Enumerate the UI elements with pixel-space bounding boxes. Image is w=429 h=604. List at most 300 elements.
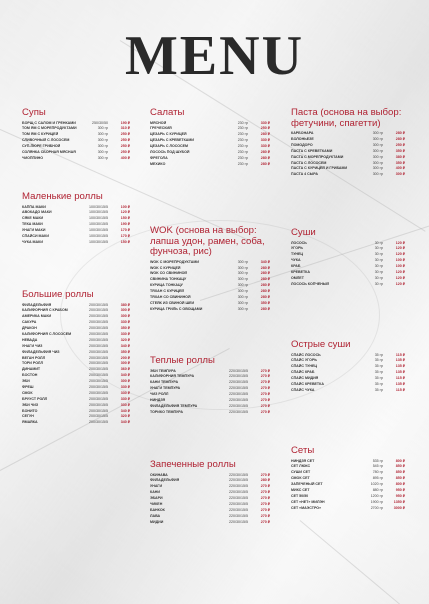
item-weight: 100/30/15/5 bbox=[89, 228, 108, 233]
item-price: 270 ₽ bbox=[260, 472, 270, 477]
item-weight: 220/30/15/5 bbox=[229, 472, 248, 477]
item-price: 190 ₽ bbox=[120, 222, 130, 227]
section-title: Острые суши bbox=[291, 339, 351, 350]
section-title: Суши bbox=[291, 227, 316, 238]
item-price: 280 ₽ bbox=[260, 161, 270, 166]
section-sets bbox=[291, 446, 405, 512]
item-price: 320 ₽ bbox=[120, 337, 130, 342]
item-name: ПОМОДОРО bbox=[291, 142, 313, 147]
item-price: 150 ₽ bbox=[120, 239, 130, 244]
item-name: ВЕГАН РОЛЛ bbox=[22, 355, 46, 360]
item-price: 250 ₽ bbox=[120, 144, 130, 149]
item-weight: 1900 гр bbox=[370, 499, 383, 504]
item-price: 135 ₽ bbox=[395, 358, 405, 363]
section-title: Запеченные роллы bbox=[150, 459, 236, 470]
item-weight: 300 гр bbox=[237, 277, 248, 282]
item-price: 400 ₽ bbox=[120, 155, 130, 160]
item-weight: 200/30/15/5 bbox=[89, 414, 108, 419]
item-name: КАНИ ТЕМПУРА bbox=[150, 380, 179, 385]
item-price: 280 ₽ bbox=[260, 478, 270, 483]
item-name: СЕТ ЛЮКС bbox=[291, 464, 311, 469]
item-weight: 100/30/15/5 bbox=[89, 222, 108, 227]
section-title: Большие роллы bbox=[22, 289, 94, 300]
item-price: 340 ₽ bbox=[120, 420, 130, 425]
item-weight: 220/30/15/5 bbox=[229, 380, 248, 385]
item-name: НИНДЗЯ bbox=[150, 398, 166, 402]
item-name: НЕВАДА bbox=[22, 337, 38, 342]
item-name: ТЯХАН СО СВИНИНОЙ bbox=[150, 294, 191, 299]
item-price: 350 ₽ bbox=[395, 160, 405, 165]
item-weight: 200/30/15/5 bbox=[89, 361, 108, 366]
item-weight: 300 гр bbox=[97, 155, 108, 160]
item-weight: 230 гр bbox=[237, 150, 248, 154]
item-weight: 200/30/15/5 bbox=[89, 420, 108, 425]
item-name: БРУУСТ РОЛЛ bbox=[22, 396, 48, 401]
item-price: 3000 ₽ bbox=[393, 505, 405, 510]
item-price: 950 ₽ bbox=[395, 493, 405, 498]
item-weight: 300 гр bbox=[237, 294, 248, 299]
item-name: СУШИ СЕТ bbox=[291, 470, 311, 475]
item-weight: 30 гр bbox=[374, 275, 383, 280]
item-name: СВИНИНА ТОНКАЦУ bbox=[150, 277, 187, 282]
item-weight: 300 гр bbox=[372, 160, 383, 165]
item-weight: 220/30/15/5 bbox=[229, 519, 248, 524]
item-name: ЭБИ ЧИЗ bbox=[22, 402, 39, 407]
item-weight: 200/30/15/5 bbox=[89, 390, 108, 395]
item-name: WOK С КУРИЦЕЙ bbox=[150, 265, 181, 270]
item-price: 200 ₽ bbox=[120, 355, 130, 360]
item-price: 270 ₽ bbox=[260, 368, 270, 373]
item-weight: 300 гр bbox=[237, 265, 248, 270]
item-price: 250 ₽ bbox=[120, 138, 130, 143]
item-name: ЛОСОСЬ ПОД ШУБОЙ bbox=[150, 150, 190, 154]
item-weight: 200/30/15/5 bbox=[89, 326, 108, 331]
item-price: 270 ₽ bbox=[260, 386, 270, 391]
item-weight: 300 гр bbox=[372, 166, 383, 171]
item-name: ЧУКА bbox=[291, 258, 301, 263]
item-weight: 220/30/15/5 bbox=[229, 409, 248, 414]
item-weight: 200/30/15/5 bbox=[89, 343, 108, 348]
item-name: СПАЙС ТУНЕЦ bbox=[291, 364, 317, 369]
item-price: 270 ₽ bbox=[260, 519, 270, 524]
item-name: WOK С МОРЕПРОДУКТАМИ bbox=[150, 259, 199, 264]
item-price: 330 ₽ bbox=[120, 320, 130, 325]
item-price: 120 ₽ bbox=[395, 246, 405, 251]
item-name: ЧИОППИНО bbox=[22, 155, 44, 160]
item-name: КРЕВЕТКА bbox=[291, 270, 310, 274]
item-weight: 300 гр bbox=[237, 300, 248, 305]
item-name: БОНИТО bbox=[22, 408, 38, 413]
item-weight: 200/30/15/5 bbox=[89, 332, 108, 336]
item-price: 360 ₽ bbox=[120, 367, 130, 372]
item-price: 135 ₽ bbox=[395, 370, 405, 375]
item-price: 270 ₽ bbox=[260, 502, 270, 506]
item-name: АМЕРИКА МАКИ bbox=[22, 314, 52, 319]
item-price: 850 ₽ bbox=[395, 464, 405, 469]
item-name: БОСТОН bbox=[22, 373, 38, 378]
section-title: Теплые роллы bbox=[150, 355, 215, 366]
item-weight: 220/30/15/5 bbox=[229, 478, 248, 483]
section-title: Сеты bbox=[291, 445, 315, 456]
item-weight: 300 гр bbox=[237, 289, 248, 294]
item-weight: 30 гр bbox=[374, 246, 383, 251]
item-price: 300 ₽ bbox=[120, 379, 130, 384]
item-price: 170 ₽ bbox=[120, 234, 130, 238]
item-name: МИКС СЕТ bbox=[291, 488, 310, 492]
item-weight: 200/30/15/5 bbox=[89, 373, 108, 378]
item-price: 100 ₽ bbox=[395, 264, 405, 269]
item-name: ПАСТА С КУРИЦЕЙ И ГРИБАМИ bbox=[291, 166, 348, 171]
item-name: УНАГИ МАКИ bbox=[22, 228, 46, 233]
item-name: УНАГИ bbox=[150, 484, 163, 489]
item-weight: 220/30/15/5 bbox=[229, 502, 248, 506]
item-name: КРАБ bbox=[291, 264, 301, 269]
item-price: 120 ₽ bbox=[395, 281, 405, 286]
item-weight: 300 гр bbox=[372, 131, 383, 136]
item-weight: 200/30/15/5 bbox=[89, 337, 108, 342]
item-name: УНАГИ ЧИЗ bbox=[22, 343, 43, 348]
section-salads bbox=[150, 108, 270, 168]
item-weight: 200/30/15/5 bbox=[89, 396, 108, 401]
item-name: ФИЛАДЕЛЬФИЯ bbox=[150, 478, 180, 483]
item-price: 340 ₽ bbox=[260, 259, 270, 264]
item-name: СПАЙС КРЕВЕТКА bbox=[291, 382, 324, 386]
item-name: КАЛИФОРНИЯ С КРАБОМ bbox=[22, 308, 68, 313]
item-weight: 230 гр bbox=[237, 138, 248, 143]
item-name: ТЯХАН С КУРИЦЕЙ bbox=[150, 289, 185, 294]
item-name: ФРЕГОЛА bbox=[150, 155, 168, 160]
item-weight: 200/30/15/5 bbox=[89, 367, 108, 372]
menu-item bbox=[150, 307, 270, 313]
item-price: 270 ₽ bbox=[260, 507, 270, 512]
item-price: 280 ₽ bbox=[395, 131, 405, 136]
item-weight: 545 гр bbox=[372, 464, 383, 469]
item-name: ТОМ ЯМ С МОРЕПРОДУКТАМИ bbox=[22, 126, 77, 131]
item-price: 280 ₽ bbox=[395, 136, 405, 141]
item-price: 170 ₽ bbox=[120, 228, 130, 233]
item-weight: 200/30/15/5 bbox=[89, 308, 108, 313]
item-weight: 30 гр bbox=[374, 264, 383, 269]
section-title: Салаты bbox=[150, 107, 185, 118]
item-name: СУП-ПЮРЕ ГРИБНОЙ bbox=[22, 144, 61, 149]
item-weight: 35 гр bbox=[374, 376, 383, 381]
item-price: 280 ₽ bbox=[260, 271, 270, 276]
item-name: ЭБИ ТЕМПУРА bbox=[150, 368, 176, 373]
item-name: ЗАПЕЧЕНЫЙ СЕТ bbox=[291, 482, 323, 487]
item-weight: 35 гр bbox=[374, 358, 383, 363]
item-weight: 100/30/15/5 bbox=[89, 234, 108, 238]
item-weight: 35 гр bbox=[374, 352, 383, 357]
item-price: 100 ₽ bbox=[395, 258, 405, 263]
item-weight: 220/30/15/5 bbox=[229, 513, 248, 518]
item-weight: 300 гр bbox=[372, 172, 383, 177]
item-name: ФИЛАДЕЛЬФИЯ ЧИЗ bbox=[22, 349, 60, 354]
item-name: МЯСНОЙ bbox=[150, 120, 167, 125]
item-name: СЕТ «МАЭСТРО» bbox=[291, 505, 322, 510]
item-weight: 300 гр bbox=[97, 144, 108, 149]
item-weight: 35 гр bbox=[374, 370, 383, 375]
item-weight: 300 гр bbox=[237, 259, 248, 264]
item-name: ЧУКА МАКИ bbox=[22, 239, 43, 244]
item-weight: 220/30/15/5 bbox=[229, 484, 248, 489]
item-weight: 230 гр bbox=[237, 144, 248, 149]
item-weight: 30 гр bbox=[374, 240, 383, 245]
item-weight: 100/30/15/5 bbox=[89, 210, 108, 215]
item-weight: 230 гр bbox=[237, 155, 248, 160]
item-name: ОКИНАВА bbox=[150, 472, 168, 477]
item-weight: 300 гр bbox=[237, 306, 248, 311]
item-price: 280 ₽ bbox=[260, 283, 270, 288]
item-price: 135 ₽ bbox=[395, 382, 405, 386]
item-name: СПАЙС МИДИЯ bbox=[291, 376, 319, 381]
item-weight: 100/30/15/5 bbox=[89, 239, 108, 244]
item-name: УНАГИ ТЕМПУРА bbox=[150, 386, 181, 391]
item-weight: 220/30/15/5 bbox=[229, 507, 248, 512]
item-name: СЛИВОЧНЫЙ С ЛОСОСЕМ bbox=[22, 138, 70, 143]
item-price: 115 ₽ bbox=[395, 387, 405, 392]
item-price: 270 ₽ bbox=[260, 398, 270, 402]
item-price: 850 ₽ bbox=[395, 476, 405, 481]
item-price: 380 ₽ bbox=[120, 302, 130, 307]
menu-item bbox=[291, 506, 405, 512]
item-price: 270 ₽ bbox=[260, 409, 270, 414]
item-name: АВОКАДО МАКИ bbox=[22, 210, 52, 215]
menu-item bbox=[291, 282, 405, 288]
item-price: 280 ₽ bbox=[260, 277, 270, 282]
item-price: 270 ₽ bbox=[260, 513, 270, 518]
item-weight: 220/30/15/5 bbox=[229, 403, 248, 408]
item-name: ТУНЕЦ bbox=[291, 252, 304, 257]
item-name: БОЛОНЬЕЗЕ bbox=[291, 136, 314, 141]
item-name: СПАЙСИ МАКИ bbox=[22, 234, 49, 238]
item-price: 330 ₽ bbox=[120, 385, 130, 390]
item-name: УГОРЬ bbox=[291, 246, 304, 251]
item-name: НИНДЗЯ СЕТ bbox=[291, 458, 315, 463]
item-name: ПАСТА С ЛОСОСЕМ bbox=[291, 160, 327, 165]
item-price: 270 ₽ bbox=[260, 496, 270, 501]
item-price: 100 ₽ bbox=[120, 204, 130, 209]
menu-item bbox=[22, 240, 130, 246]
item-name: СЕГУН bbox=[22, 414, 34, 419]
item-name: СОЛЯНКА СБОРНАЯ МЯСНАЯ bbox=[22, 150, 76, 154]
section-wok bbox=[150, 226, 270, 313]
item-weight: 2700 гр bbox=[370, 505, 383, 510]
item-price: 330 ₽ bbox=[260, 138, 270, 143]
item-price: 350 ₽ bbox=[260, 300, 270, 305]
item-weight: 300 гр bbox=[237, 283, 248, 288]
item-weight: 200/30/15/5 bbox=[89, 379, 108, 384]
item-name: КАРБОНАРА bbox=[291, 131, 314, 136]
item-name: СМОК bbox=[22, 390, 33, 395]
item-price: 850 ₽ bbox=[395, 470, 405, 475]
item-name: ОМЛЕТ bbox=[291, 275, 304, 280]
item-weight: 300 гр bbox=[372, 148, 383, 153]
item-weight: 35 гр bbox=[374, 387, 383, 392]
item-name: СПАЙС ЧУКА bbox=[291, 387, 315, 392]
item-price: 280 ₽ bbox=[260, 150, 270, 154]
item-name: СПАЙС ЛОСОСЬ bbox=[291, 352, 321, 357]
item-name: ГРЕЧЕСКИЙ bbox=[150, 126, 172, 131]
item-name: КАЛИФОРНИЯ С ЛОСОСЕМ bbox=[22, 332, 72, 336]
item-name: СПАЙС КРАБ bbox=[291, 370, 315, 375]
item-name: МЕХИКО bbox=[150, 161, 166, 166]
menu-item bbox=[22, 156, 130, 162]
item-price: 800 ₽ bbox=[395, 458, 405, 463]
item-name: ДРАКОН bbox=[22, 326, 37, 331]
page-title: MENU bbox=[124, 25, 305, 87]
item-name: ПАСТА С МОРЕПРОДУКТАМИ bbox=[291, 154, 344, 159]
item-price: 300 ₽ bbox=[120, 308, 130, 313]
item-weight: 230 гр bbox=[237, 126, 248, 131]
item-price: 300 ₽ bbox=[120, 314, 130, 319]
item-price: 120 ₽ bbox=[395, 240, 405, 245]
section-title: Маленькие роллы bbox=[22, 191, 103, 202]
item-price: 340 ₽ bbox=[120, 373, 130, 378]
menu-item bbox=[150, 162, 270, 168]
item-weight: 200/30/15/5 bbox=[89, 349, 108, 354]
item-weight: 30 гр bbox=[374, 281, 383, 286]
item-name: ПАСТА 4 СЫРА bbox=[291, 172, 318, 177]
item-weight: 200/30/15/5 bbox=[89, 302, 108, 307]
item-price: 250 ₽ bbox=[395, 142, 405, 147]
item-name: ЛАВА bbox=[150, 513, 161, 518]
item-price: 330 ₽ bbox=[120, 390, 130, 395]
menu-item bbox=[291, 388, 405, 394]
item-price: 135 ₽ bbox=[395, 364, 405, 369]
item-weight: 200/30/15/5 bbox=[89, 355, 108, 360]
menu-item bbox=[291, 172, 405, 178]
item-name: ФРЕШ bbox=[22, 385, 34, 390]
item-price: 330 ₽ bbox=[260, 120, 270, 125]
item-name: ЛОСОСЬ bbox=[291, 240, 307, 245]
item-price: 280 ₽ bbox=[260, 289, 270, 294]
item-price: 270 ₽ bbox=[260, 490, 270, 495]
item-price: 310 ₽ bbox=[120, 126, 130, 131]
item-price: 330 ₽ bbox=[260, 144, 270, 149]
section-big-rolls bbox=[22, 290, 130, 426]
section-baked-rolls bbox=[150, 460, 270, 526]
item-price: 350 ₽ bbox=[395, 148, 405, 153]
item-price: 280 ₽ bbox=[260, 294, 270, 299]
item-weight: 220/30/15/5 bbox=[229, 368, 248, 373]
item-name: ЧИЗ РОЛЛ bbox=[150, 392, 169, 397]
item-weight: 220/30/15/5 bbox=[229, 496, 248, 501]
item-weight: 100/30/15/5 bbox=[89, 204, 108, 209]
item-weight: 200/30/15/5 bbox=[89, 402, 108, 407]
item-name: КАНИ bbox=[150, 490, 160, 495]
item-weight: 300 гр bbox=[97, 126, 108, 131]
item-name: ДИНАМИТ bbox=[22, 367, 41, 372]
item-price: 300 ₽ bbox=[120, 361, 130, 366]
item-name: МИДИИ bbox=[150, 519, 164, 524]
item-name: СЯКЕ МАКИ bbox=[22, 216, 44, 221]
item-weight: 30 гр bbox=[374, 258, 383, 263]
item-name: КАППА МАКИ bbox=[22, 204, 46, 209]
item-price: 340 ₽ bbox=[120, 408, 130, 413]
item-name: КУРИЦА ТОНКАЦУ bbox=[150, 283, 183, 288]
item-weight: 200/30/15/5 bbox=[89, 408, 108, 413]
item-weight: 230 гр bbox=[237, 120, 248, 125]
item-price: 115 ₽ bbox=[395, 352, 405, 357]
item-name: ТЕКА МАКИ bbox=[22, 222, 43, 227]
item-price: 250 ₽ bbox=[260, 126, 270, 131]
item-price: 950 ₽ bbox=[395, 488, 405, 492]
item-price: 280 ₽ bbox=[260, 132, 270, 137]
item-weight: 200/30/15/5 bbox=[89, 385, 108, 390]
item-price: 120 ₽ bbox=[120, 210, 130, 215]
section-title: Паста (основа на выбор: фетучини, спагетти) bbox=[291, 107, 402, 129]
item-weight: 230 гр bbox=[237, 132, 248, 137]
item-price: 350 ₽ bbox=[120, 326, 130, 331]
item-price: 270 ₽ bbox=[260, 403, 270, 408]
item-name: ЭБАРИ bbox=[150, 496, 163, 501]
item-weight: 1200 гр bbox=[370, 493, 383, 498]
item-weight: 300 гр bbox=[372, 154, 383, 159]
item-weight: 300 гр bbox=[372, 136, 383, 141]
item-name: СПАЙС УГОРЬ bbox=[291, 358, 317, 363]
item-price: 190 ₽ bbox=[120, 120, 130, 125]
item-name: ТОМ ЯМ С КУРИЦЕЙ bbox=[22, 132, 59, 137]
item-name: КАЛИФОРНИЯ ТЕМПУРА bbox=[150, 374, 195, 379]
item-weight: 880 гр bbox=[372, 488, 383, 492]
item-name: ФИЛАДЕЛЬФИЯ ТЕМПУРА bbox=[150, 403, 198, 408]
item-price: 280 ₽ bbox=[260, 155, 270, 160]
item-weight: 300 гр bbox=[237, 271, 248, 276]
item-price: 380 ₽ bbox=[395, 154, 405, 159]
item-weight: 895 гр bbox=[372, 476, 383, 481]
section-sushi bbox=[291, 228, 405, 288]
item-name: КУРИЦА ГРИЛЬ С ОВОЩАМИ bbox=[150, 306, 203, 311]
item-weight: 300 гр bbox=[97, 132, 108, 137]
section-title: WOK (основа на выбор: лапша удон, рамен, соба, фунчоза, рис) bbox=[150, 225, 265, 258]
item-price: 350 ₽ bbox=[120, 349, 130, 354]
item-name: СТЕЙК ИЗ СВИНОЙ ШЕИ bbox=[150, 300, 195, 305]
item-weight: 220/30/15/5 bbox=[229, 398, 248, 402]
section-soups bbox=[22, 108, 130, 162]
item-name: ЛОСОСЬ КОПЧЕНЫЙ bbox=[291, 281, 329, 286]
item-price: 330 ₽ bbox=[120, 402, 130, 407]
item-price: 800 ₽ bbox=[395, 482, 405, 487]
item-price: 300 ₽ bbox=[395, 172, 405, 177]
item-price: 280 ₽ bbox=[260, 265, 270, 270]
item-weight: 535 гр bbox=[372, 458, 383, 463]
item-name: БОРЩ С САЛОМ И ГРЕНКАМИ bbox=[22, 120, 76, 125]
item-name: САКУРА bbox=[22, 320, 37, 325]
item-price: 250 ₽ bbox=[120, 150, 130, 154]
item-weight: 220/30/15/5 bbox=[229, 386, 248, 391]
item-name: WOK СО СВИНИНОЙ bbox=[150, 271, 188, 276]
item-weight: 100/30/15/5 bbox=[89, 216, 108, 221]
item-weight: 780 гр bbox=[372, 470, 383, 475]
item-name: ПАСТА С КРЕВЕТКАМИ bbox=[291, 148, 333, 153]
item-name: ЧИКЕН bbox=[150, 502, 163, 506]
item-weight: 250/30/50 bbox=[92, 120, 108, 125]
item-weight: 220/30/15/5 bbox=[229, 392, 248, 397]
section-pasta bbox=[291, 108, 405, 178]
item-weight: 300 гр bbox=[97, 150, 108, 154]
item-name: ЭБИ bbox=[22, 379, 30, 384]
item-weight: 30 гр bbox=[374, 270, 383, 274]
item-weight: 230 гр bbox=[237, 161, 248, 166]
menu-item bbox=[150, 410, 270, 416]
item-name: БАНКОК bbox=[150, 507, 165, 512]
item-price: 250 ₽ bbox=[120, 132, 130, 137]
item-name: СЕТ «НЕТ» МИЛЭН bbox=[291, 499, 325, 504]
section-small-rolls bbox=[22, 192, 130, 246]
item-price: 270 ₽ bbox=[260, 484, 270, 489]
section-spicy-sushi bbox=[291, 340, 405, 394]
item-weight: 300 гр bbox=[372, 142, 383, 147]
